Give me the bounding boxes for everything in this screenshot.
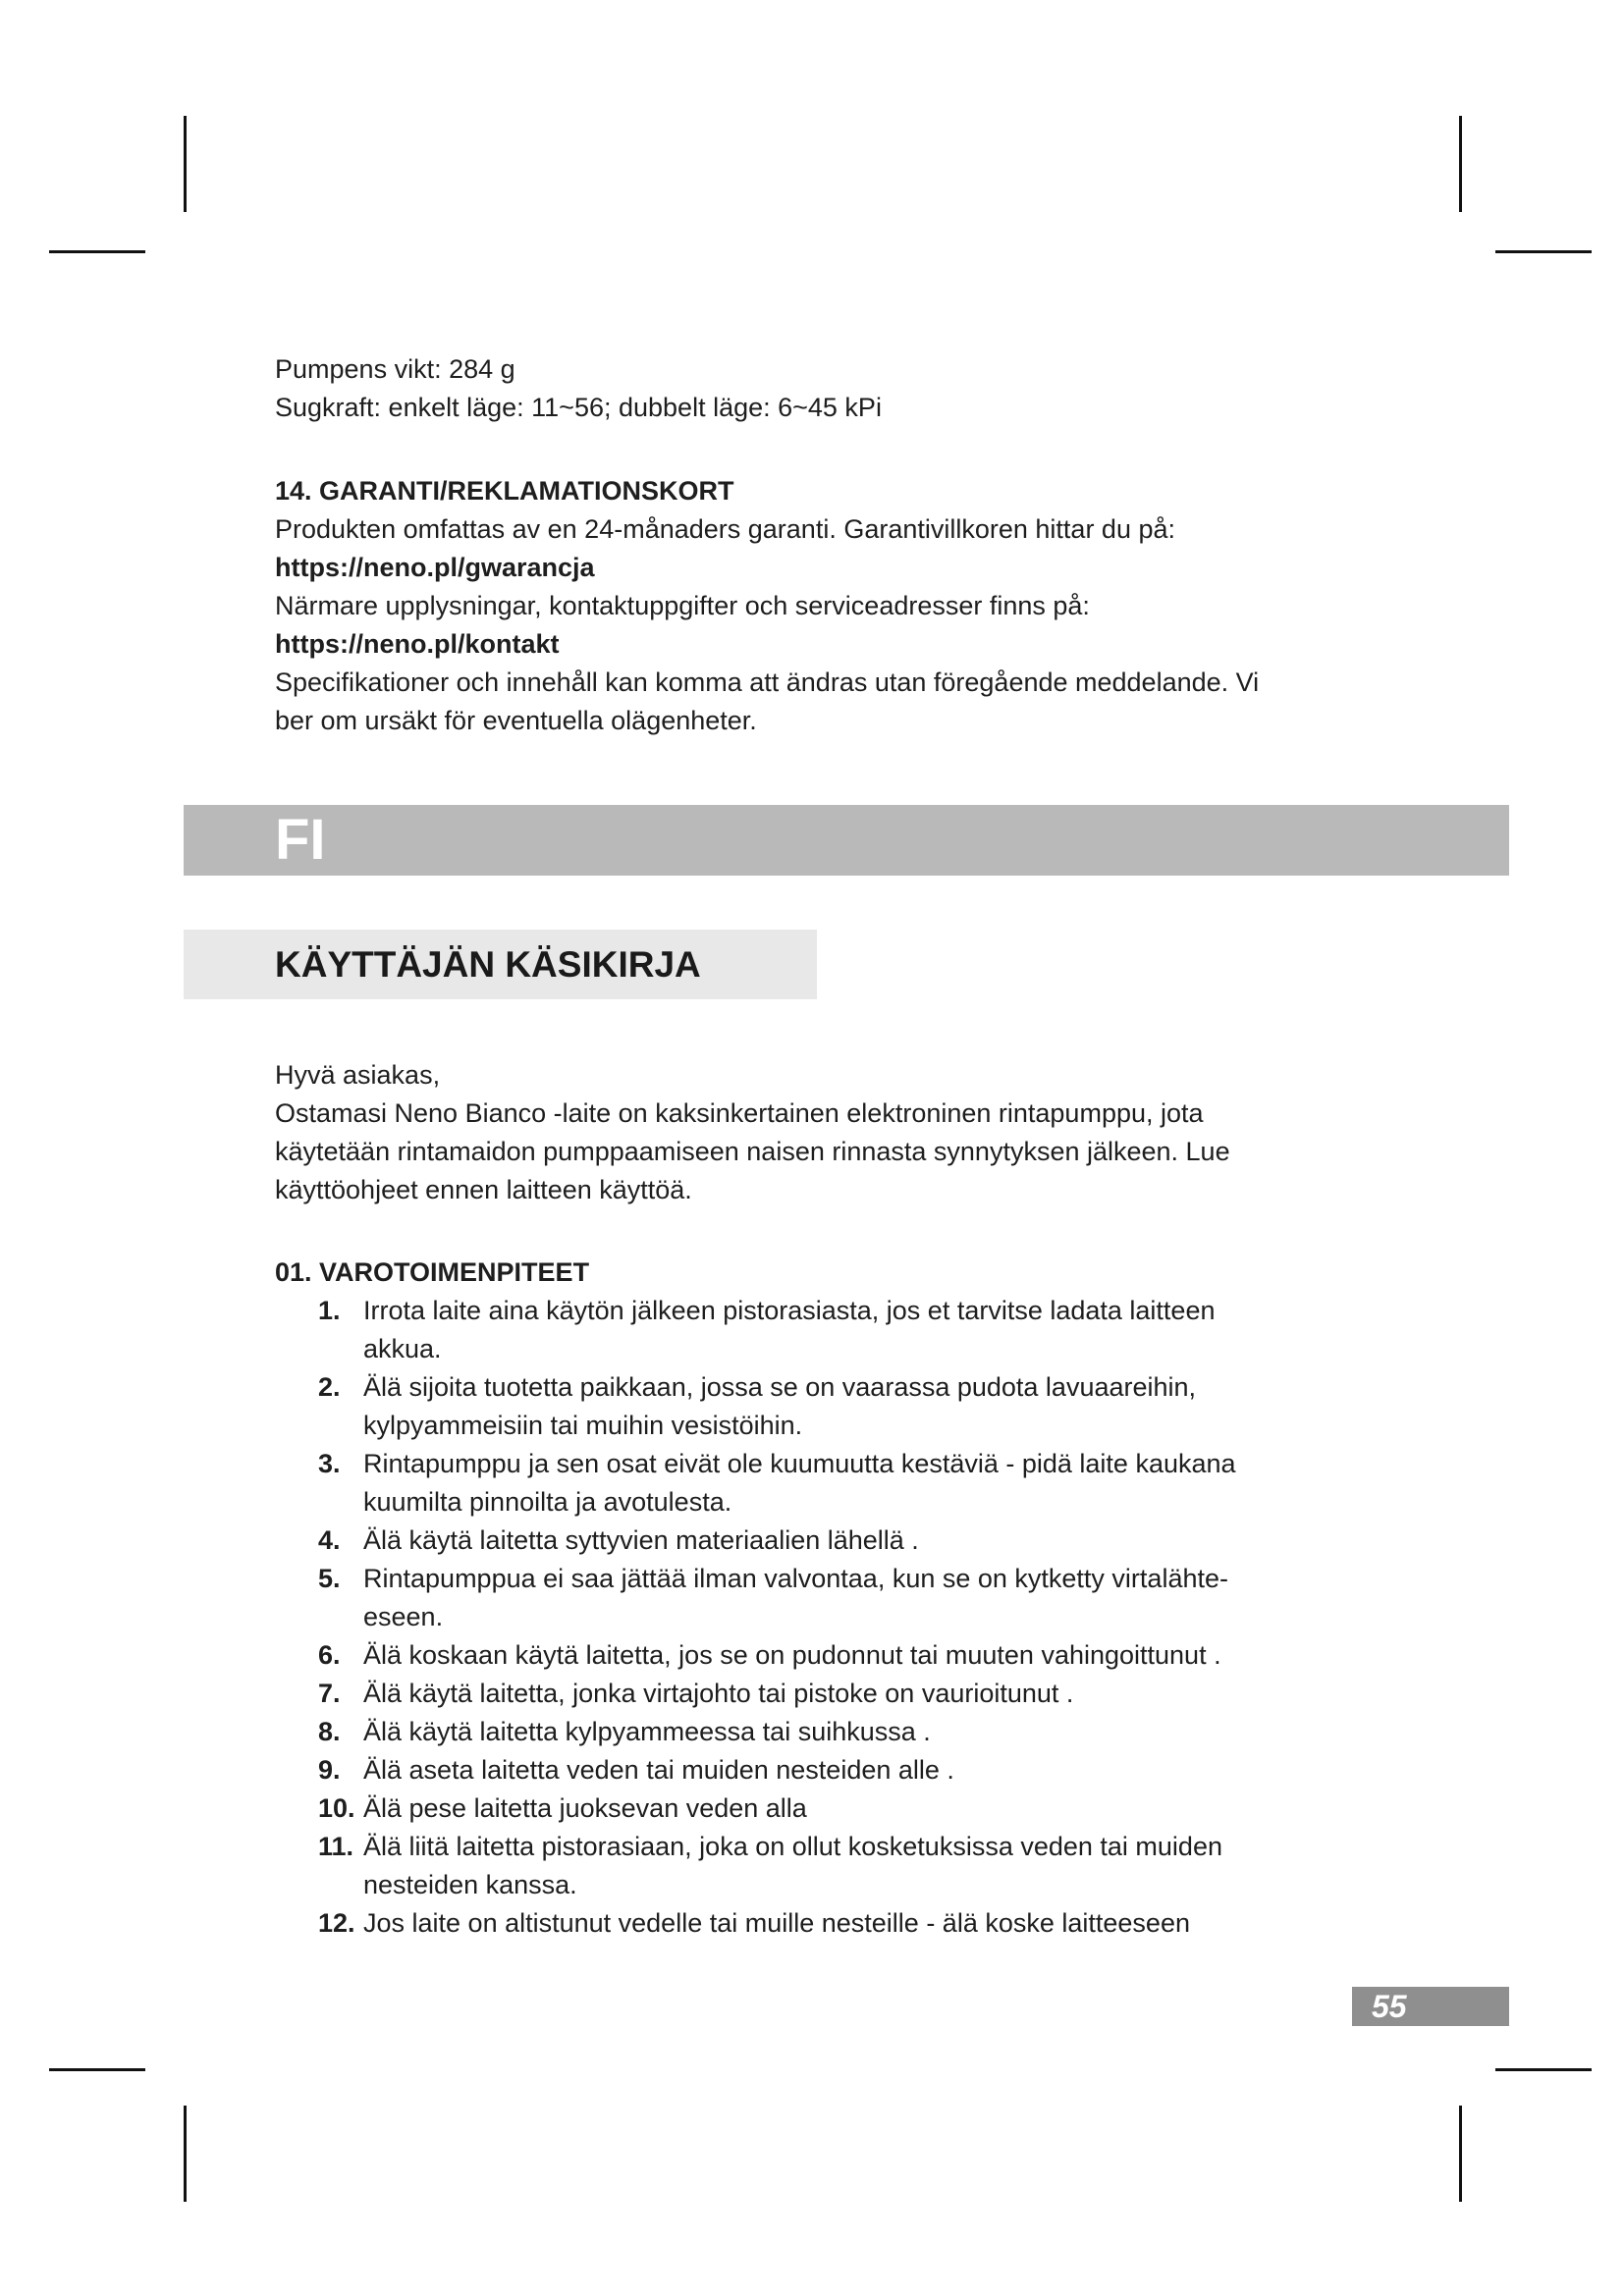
- item-line: kuumilta pinnoilta ja avotulesta.: [363, 1487, 732, 1517]
- item-number: 8.: [318, 1717, 341, 1746]
- intro-line-3: käyttöohjeet ennen laitteen käyttöä.: [275, 1175, 692, 1204]
- manual-title-box: [184, 930, 817, 999]
- list-item: [275, 1522, 1375, 1560]
- list-item: [275, 1904, 1375, 1943]
- disclaimer-line-1: Specifikationer och innehåll kan komma att ändras utan föregående meddelande. Vi: [275, 667, 1260, 697]
- precautions-block: [275, 1254, 1375, 1943]
- crop-mark-bottom-right-horizontal: [1495, 2068, 1592, 2071]
- list-item: [275, 1560, 1375, 1636]
- item-number: 4.: [318, 1525, 341, 1555]
- item-line: eseen.: [363, 1602, 444, 1631]
- item-number: 5.: [318, 1564, 341, 1593]
- item-line: Älä liitä laitetta pistorasiaan, joka on ollut kosketuksissa veden tai muiden: [363, 1832, 1222, 1861]
- item-line: Irrota laite aina käytön jälkeen pistorasiasta, jos et tarvitse ladata laitteen: [363, 1296, 1216, 1325]
- list-item: [275, 1789, 1375, 1828]
- item-line: Jos laite on altistunut vedelle tai muille nesteille - älä koske laitteeseen: [363, 1908, 1190, 1938]
- warranty-link[interactable]: https://neno.pl/gwarancja: [275, 553, 595, 582]
- item-line: Älä sijoita tuotetta paikkaan, jossa se on vaarassa pudota lavuaareihin,: [363, 1372, 1197, 1402]
- list-item: [275, 1636, 1375, 1675]
- crop-mark-bottom-left-horizontal: [49, 2068, 145, 2071]
- contact-text: Närmare upplysningar, kontaktuppgifter och serviceadresser finns på:: [275, 591, 1090, 620]
- list-item: [275, 1713, 1375, 1751]
- crop-mark-top-right-vertical: [1459, 116, 1462, 212]
- intro-line-1: Ostamasi Neno Bianco -laite on kaksinkertainen elektroninen rintapumppu, jota: [275, 1098, 1204, 1128]
- item-number: 6.: [318, 1640, 341, 1670]
- item-line: Älä koskaan käytä laitetta, jos se on pudonnut tai muuten vahingoittunut .: [363, 1640, 1221, 1670]
- item-line: kylpyammeisiin tai muihin vesistöihin.: [363, 1411, 803, 1440]
- list-item: [275, 1445, 1375, 1522]
- list-item: [275, 1292, 1375, 1368]
- list-item: [275, 1751, 1375, 1789]
- item-line: Älä pese laitetta juoksevan veden alla: [363, 1793, 807, 1823]
- list-item: [275, 1368, 1375, 1445]
- item-number: 11.: [318, 1832, 354, 1861]
- precautions-list: [275, 1292, 1375, 1943]
- item-line: Älä käytä laitetta syttyvien materiaalien lähellä .: [363, 1525, 919, 1555]
- page-number-box: [1352, 1987, 1509, 2026]
- crop-mark-top-right-horizontal: [1495, 250, 1592, 253]
- page-number: 55: [1372, 1989, 1407, 2024]
- language-section-bar: [184, 805, 1509, 876]
- crop-mark-top-left-horizontal: [49, 250, 145, 253]
- warranty-heading: 14. GARANTI/REKLAMATIONSKORT: [275, 476, 734, 506]
- item-line: Rintapumppua ei saa jättää ilman valvontaa, kun se on kytketty virtalähte-: [363, 1564, 1228, 1593]
- intro-line-2: käytetään rintamaidon pumppaamiseen naisen rinnasta synnytyksen jälkeen. Lue: [275, 1137, 1230, 1166]
- manual-title: KÄYTTÄJÄN KÄSIKIRJA: [275, 944, 701, 985]
- item-number: 10.: [318, 1793, 355, 1823]
- intro-block: [275, 1056, 1230, 1209]
- list-item: [275, 1675, 1375, 1713]
- spec-block: [275, 350, 882, 427]
- disclaimer-line-2: ber om ursäkt för eventuella olägenheter.: [275, 706, 757, 735]
- crop-mark-bottom-right-vertical: [1459, 2106, 1462, 2202]
- language-code: FI: [275, 808, 326, 872]
- item-number: 2.: [318, 1372, 341, 1402]
- item-number: 3.: [318, 1449, 341, 1478]
- list-item: [275, 1828, 1375, 1904]
- crop-mark-top-left-vertical: [184, 116, 187, 212]
- spec-suction: Sugkraft: enkelt läge: 11~56; dubbelt läge: 6~45 kPi: [275, 393, 882, 422]
- warranty-text: Produkten omfattas av en 24-månaders garanti. Garantivillkoren hittar du på:: [275, 514, 1175, 544]
- crop-mark-bottom-left-vertical: [184, 2106, 187, 2202]
- item-line: Älä käytä laitetta, jonka virtajohto tai pistoke on vaurioitunut .: [363, 1679, 1074, 1708]
- item-line: Älä käytä laitetta kylpyammeessa tai suihkussa .: [363, 1717, 931, 1746]
- item-line: nesteiden kanssa.: [363, 1870, 577, 1899]
- contact-link[interactable]: https://neno.pl/kontakt: [275, 629, 560, 659]
- item-line: akkua.: [363, 1334, 442, 1363]
- item-number: 12.: [318, 1908, 355, 1938]
- item-number: 1.: [318, 1296, 341, 1325]
- item-number: 7.: [318, 1679, 341, 1708]
- spec-weight: Pumpens vikt: 284 g: [275, 354, 515, 384]
- warranty-block: [275, 472, 1259, 740]
- greeting: Hyvä asiakas,: [275, 1060, 441, 1090]
- item-line: Älä aseta laitetta veden tai muiden nesteiden alle .: [363, 1755, 954, 1785]
- item-line: Rintapumppu ja sen osat eivät ole kuumuutta kestäviä - pidä laite kaukana: [363, 1449, 1236, 1478]
- item-number: 9.: [318, 1755, 341, 1785]
- precautions-heading: 01. VAROTOIMENPITEET: [275, 1257, 590, 1287]
